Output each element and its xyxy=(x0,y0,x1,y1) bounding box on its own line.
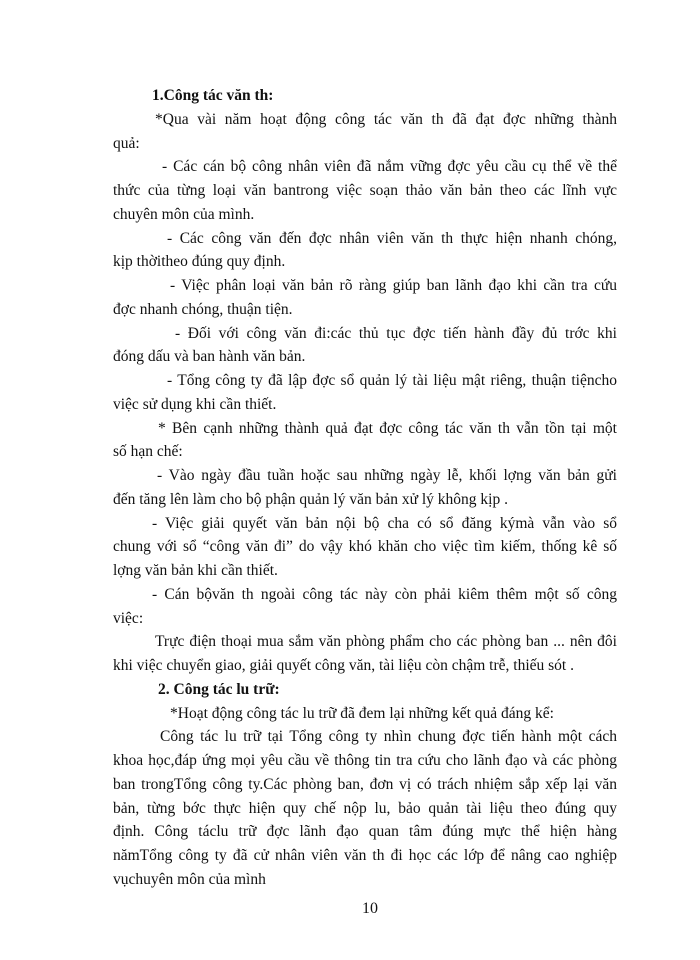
text-line: - Các công văn đến đợc nhân viên văn th thực hiện nhanh chóng, xyxy=(167,229,617,247)
text-line: đóng dấu và ban hành văn bản. xyxy=(113,348,306,366)
text-line: thức của từng loại văn bantrong việc soạn thảo văn bản theo các lĩnh vực xyxy=(113,182,617,199)
text-line: số hạn chế: xyxy=(113,443,183,461)
text-line: lợng văn bản khi cần thiết. xyxy=(113,562,278,579)
text-line: khoa học,đáp ứng mọi yêu cầu về thông tin tra cứu cho lãnh đạo và các phòng xyxy=(113,752,617,769)
text-line: quả: xyxy=(113,134,140,152)
text-line: bản, từng bớc thực hiện quy chế nộp lu, bảo quản tài liệu theo đúng quy xyxy=(113,799,617,817)
text-line: chuyên môn của mình. xyxy=(113,205,255,223)
text-line: chung với sổ “công văn đi” do vậy khó khăn cho việc tìm kiếm, thống kê số xyxy=(113,538,617,556)
text-line: - Việc giải quyết văn bản nội bộ cha có sổ đăng kýmà vẫn vào sổ xyxy=(152,514,617,532)
text-line: đến tăng lên làm cho bộ phận quản lý văn bản xử lý không kịp . xyxy=(113,490,508,508)
text-line: ban trongTổng công ty.Các phòng ban, đơn vị có trách nhiệm sắp xếp lại văn xyxy=(113,775,617,793)
section-heading: 2. Công tác lu trữ: xyxy=(158,680,280,698)
text-line: - Vào ngày đầu tuần hoặc sau những ngày lễ, khối lợng văn bản gửi xyxy=(157,467,617,484)
text-line: - Cán bộvăn th ngoài công tác này còn phải kiêm thêm một số công xyxy=(152,585,617,603)
text-line: kịp thờitheo đúng quy định. xyxy=(113,253,286,271)
text-line: * Bên cạnh những thành quả đạt đợc công tác văn th vẫn tồn tại một xyxy=(158,419,617,437)
page-number: 10 xyxy=(362,900,378,917)
text-line: *Qua vài năm hoạt động công tác văn th đã đạt đợc những thành xyxy=(155,110,617,128)
text-line: Trực điện thoại mua sắm văn phòng phẩm cho các phòng ban ... nên đôi xyxy=(155,633,617,651)
text-line: - Đối với công văn đi:các thủ tục đợc tiến hành đầy đủ trớc khi xyxy=(175,324,617,342)
text-line: việc: xyxy=(113,609,144,627)
text-line: đợc nhanh chóng, thuận tiện. xyxy=(113,300,293,318)
text-line: định. Công táclu trữ đợc lãnh đạo quan tâm đúng mực thể hiện hàng xyxy=(113,823,617,841)
text-line: nămTổng công ty đã cử nhân viên văn th đi học các lớp để nâng cao nghiệp xyxy=(113,847,617,864)
text-line: - Các cán bộ công nhân viên đã nắm vững đợc yêu cầu cụ thể về thể xyxy=(162,158,617,176)
text-line: - Việc phân loại văn bản rõ ràng giúp ban lãnh đạo khi cần tra cứu xyxy=(170,277,617,294)
text-line: Công tác lu trữ tại Tổng công ty nhìn chung đợc tiến hành một cách xyxy=(160,728,617,746)
text-line: - Tổng công ty đã lập đợc sổ quản lý tài liệu mật riêng, thuận tiệncho xyxy=(167,372,617,389)
text-line: vụchuyên môn của mình xyxy=(113,870,266,888)
section-heading: 1.Công tác văn th: xyxy=(152,87,274,104)
text-line: việc sử dụng khi cần thiết. xyxy=(113,395,277,413)
text-line: *Hoạt động công tác lu trữ đã đem lại những kết quả đáng kể: xyxy=(170,704,554,722)
text-line: khi việc chuyển giao, giải quyết công văn, tài liệu còn chậm trễ, thiếu sót . xyxy=(113,657,574,674)
